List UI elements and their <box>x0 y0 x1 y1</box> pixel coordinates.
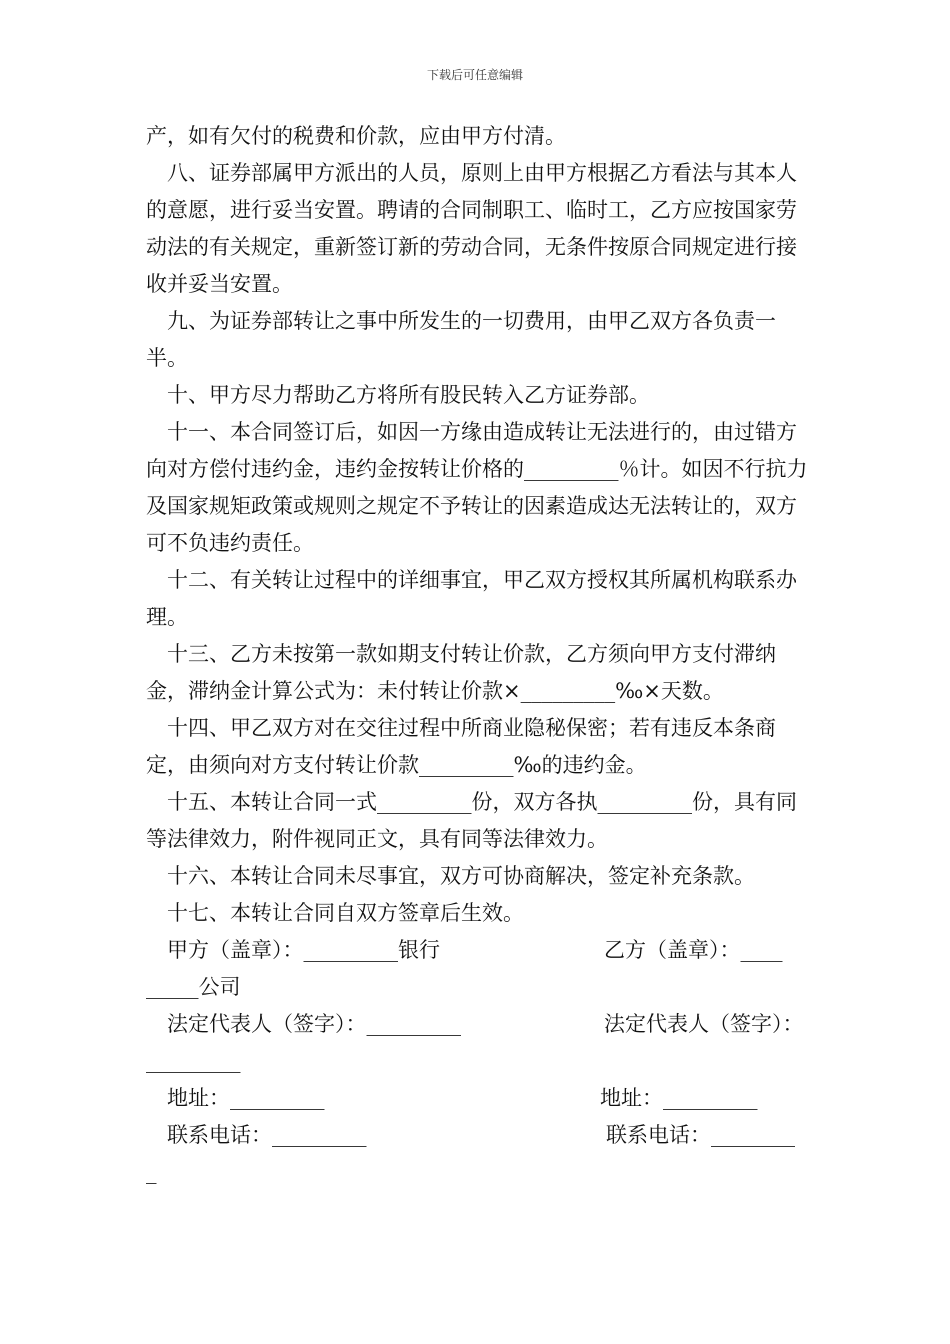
clause-8: 八、证券部属甲方派出的人员，原则上由甲方根据乙方看法与其本人的意愿，进行妥当安置。聘请的合同制职工、临时工，乙方应按国家劳动法的有关规定，重新签订新的劳动合同，无条件按原合同规定进行接收并妥当安置。 <box>146 161 797 296</box>
party-b-phone: 联系电话：________ <box>606 1123 795 1147</box>
clause-14-text-a: 十四、甲乙双方对在交往过程中所商业隐秘保密；若有违反本条商定，由须向对方支付转让价款 <box>146 716 776 777</box>
seal-row <box>146 932 816 969</box>
phone-row <box>146 1117 816 1154</box>
address-row <box>146 1080 816 1117</box>
representative-row <box>146 1006 816 1043</box>
clause-14 <box>146 710 816 784</box>
party-b-representative-continuation: _________ <box>146 1049 241 1073</box>
penalty-rate-blank: _________ <box>524 457 619 481</box>
clause-11-text-a: 十一、本合同签订后，如因一方缘由造成转让无法进行的，由过错方向对方偿付违约金，违约金按转让价格的 <box>146 420 797 481</box>
contract-body <box>146 118 816 1191</box>
clause-14-text-b: ‰的违约金。 <box>513 753 647 777</box>
clause-12: 十二、有关转让过程中的详细事宜，甲乙双方授权其所属机构联系办理。 <box>146 568 797 629</box>
clause-17: 十七、本转让合同自双方签章后生效。 <box>167 901 524 925</box>
party-b-phone-continuation: _ <box>146 1160 157 1184</box>
party-b-address: 地址：_________ <box>600 1086 758 1110</box>
clause-9: 九、为证券部转让之事中所发生的一切费用，由甲乙双方各负责一半。 <box>146 309 776 370</box>
clause-15 <box>146 784 816 858</box>
late-fee-rate-blank: _________ <box>520 679 616 703</box>
clause-15-text-a: 十五、本转让合同一式 <box>167 790 377 814</box>
clause-13-text-a: 十三、乙方未按第一款如期支付转让价款，乙方须向甲方支付滞纳金，滞纳金计算公式为：未付转让价款× <box>146 642 776 703</box>
page-header: 下载后可任意编辑 <box>426 68 523 82</box>
clause-13 <box>146 636 816 710</box>
clause-16: 十六、本转让合同未尽事宜，双方可协商解决，签定补充条款。 <box>167 864 755 888</box>
party-b-seal: 乙方（盖章）：____ <box>604 938 783 962</box>
clause-11 <box>146 414 816 562</box>
copies-total-blank: _________ <box>377 790 472 814</box>
copies-each-blank: _________ <box>597 790 692 814</box>
party-a-representative: 法定代表人（签字）：_________ <box>167 1012 461 1036</box>
clause-15-text-c: 份，具有同等法律效力，附件视同正文，具有同等法律效力。 <box>146 790 797 851</box>
party-b-seal-continuation: _____公司 <box>146 975 241 999</box>
party-b-representative: 法定代表人（签字）： <box>604 1012 804 1036</box>
confidentiality-penalty-blank: _________ <box>419 753 514 777</box>
clause-10: 十、甲方尽力帮助乙方将所有股民转入乙方证券部。 <box>167 383 650 407</box>
clause-15-text-b: 份，双方各执 <box>471 790 598 814</box>
party-a-address: 地址：_________ <box>167 1086 325 1110</box>
party-a-phone: 联系电话：_________ <box>167 1123 367 1147</box>
clause-11-text-b: ％计。如因不行抗力及国家规矩政策或规则之规定不予转让的因素造成达无法转让的，双方可不负违约责任。 <box>146 457 808 555</box>
party-a-seal: 甲方（盖章）：_________银行 <box>167 938 440 962</box>
paragraph-continuation: 产，如有欠付的税费和价款，应由甲方付清。 <box>146 124 566 148</box>
clause-13-text-b: ‰×天数。 <box>615 679 724 703</box>
